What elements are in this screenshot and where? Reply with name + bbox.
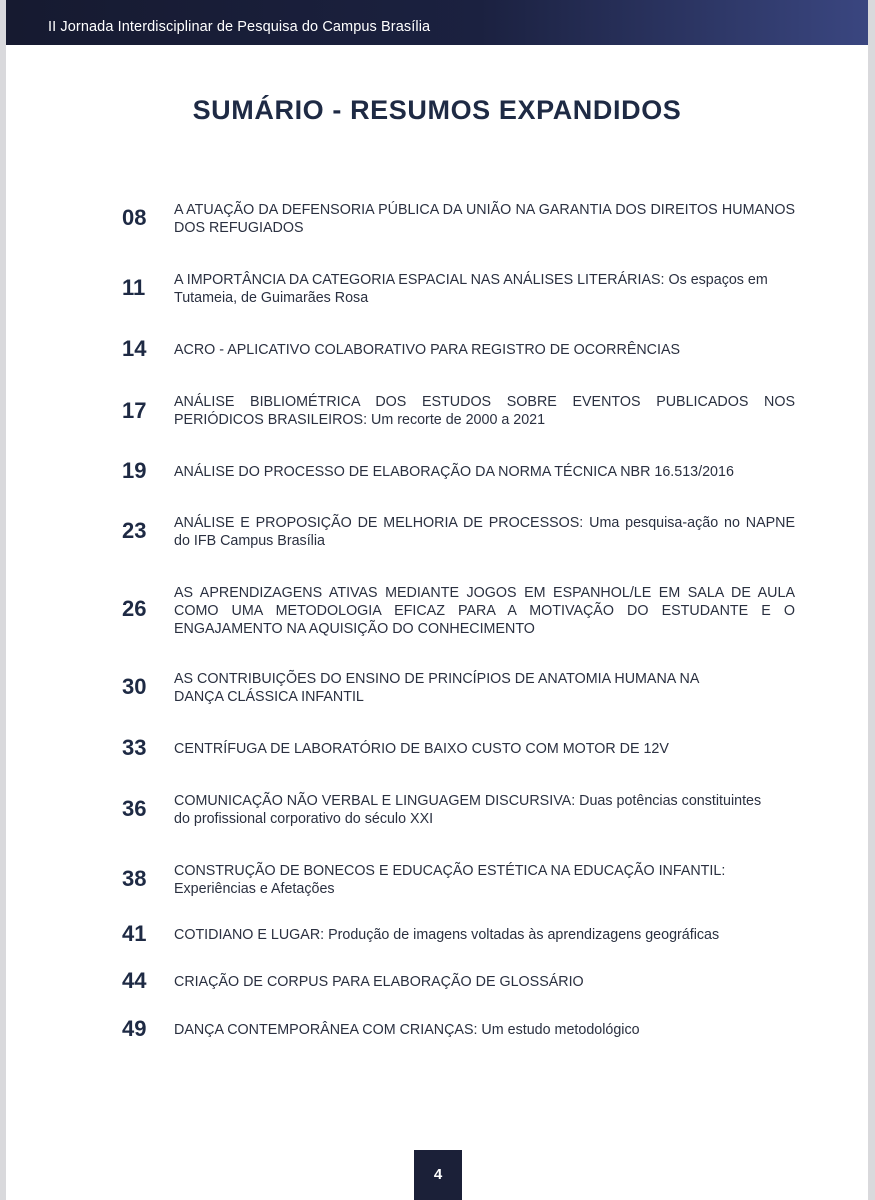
toc-page-number: 26 [122, 596, 147, 621]
toc-title [174, 463, 795, 481]
toc-title-main: COMUNICAÇÃO NÃO VERBAL E LINGUAGEM DISCURSIVA: [174, 793, 576, 809]
page-title: SUMÁRIO - RESUMOS EXPANDIDOS [192, 95, 682, 125]
toc-title [174, 341, 795, 359]
toc-title-main: ACRO - APLICATIVO COLABORATIVO PARA REGISTRO DE OCORRÊNCIAS [174, 342, 681, 358]
page-number: 4 [433, 1166, 443, 1183]
toc-title [174, 514, 795, 550]
toc-title [174, 792, 774, 828]
toc-page-number: 14 [122, 336, 147, 361]
toc-page-number: 08 [122, 205, 147, 230]
toc-title-main: A ATUAÇÃO DA DEFENSORIA PÚBLICA DA UNIÃO NA GARANTIA DOS DIREITOS HUMANOS DOS REFUGIADOS [174, 202, 795, 236]
toc-title-sub: Os espaços em Tutameia, de Guimarães Rosa [174, 272, 768, 306]
toc-title-sub: Uma pesquisa-ação no NAPNE do IFB Campus Brasília [174, 515, 795, 549]
toc-title-main: ANÁLISE E PROPOSIÇÃO DE MELHORIA DE PROCESSOS: [174, 515, 584, 531]
toc-title-main: COTIDIANO E LUGAR: [174, 927, 325, 943]
toc-title-main: AS CONTRIBUIÇÕES DO ENSINO DE PRINCÍPIOS DE ANATOMIA HUMANA NA DANÇA CLÁSSICA INFANTIL [174, 671, 699, 705]
toc-title [174, 926, 795, 944]
toc-title [174, 973, 795, 991]
toc-page-number: 36 [122, 796, 147, 821]
page-number-box [414, 1150, 462, 1200]
toc-title [174, 584, 795, 638]
toc-page-number: 11 [122, 275, 146, 300]
toc-page-number: 19 [122, 458, 147, 483]
toc-title-main: A IMPORTÂNCIA DA CATEGORIA ESPACIAL NAS ANÁLISES LITERÁRIAS: [174, 272, 665, 288]
toc-title-main: AS APRENDIZAGENS ATIVAS MEDIANTE JOGOS EM ESPANHOL/LE EM SALA DE AULA COMO UMA METODOLOGIA EFICAZ PARA A MOTIVAÇÃO DO ESTUDANTE E O ENGAJAMENTO NA AQUISIÇÃO DO CONHECIMENTO [174, 585, 795, 637]
toc-page-number: 41 [122, 921, 147, 946]
toc-page-number: 38 [122, 866, 147, 891]
toc-title-sub: Experiências e Afetações [174, 881, 335, 897]
toc-title-main: CONSTRUÇÃO DE BONECOS E EDUCAÇÃO ESTÉTICA NA EDUCAÇÃO INFANTIL: [174, 863, 726, 879]
toc-title-main: CENTRÍFUGA DE LABORATÓRIO DE BAIXO CUSTO COM MOTOR DE 12V [174, 741, 669, 757]
toc-title-main: ANÁLISE DO PROCESSO DE ELABORAÇÃO DA NORMA TÉCNICA NBR 16.513/2016 [174, 464, 734, 480]
toc-title-sub: Um estudo metodológico [477, 1022, 640, 1038]
toc-title-main: ANÁLISE BIBLIOMÉTRICA DOS ESTUDOS SOBRE EVENTOS PUBLICADOS NOS PERIÓDICOS BRASILEIROS: [174, 394, 795, 428]
toc-title [174, 862, 734, 898]
toc-title [174, 1021, 795, 1039]
toc-page-number: 17 [122, 398, 147, 423]
toc-page-number: 30 [122, 674, 147, 699]
toc-page-number: 49 [122, 1016, 147, 1041]
document-page [6, 0, 868, 1200]
toc-page-number: 33 [122, 735, 147, 760]
toc-title [174, 740, 795, 758]
toc-title-main: DANÇA CONTEMPORÂNEA COM CRIANÇAS: [174, 1022, 478, 1038]
toc-title [174, 670, 714, 706]
toc-title [174, 201, 795, 237]
header-title: II Jornada Interdisciplinar de Pesquisa do Campus Brasília [48, 19, 431, 35]
toc-title [174, 271, 795, 307]
toc-title-sub: Duas potências constituintes do profissional corporativo do século XXI [174, 793, 762, 827]
header-bar [6, 0, 868, 45]
toc-page-number: 44 [122, 968, 147, 993]
toc-title-main: CRIAÇÃO DE CORPUS PARA ELABORAÇÃO DE GLOSSÁRIO [174, 974, 584, 990]
toc-title-sub: Produção de imagens voltadas às aprendizagens geográficas [324, 927, 720, 943]
toc-title-sub: Um recorte de 2000 a 2021 [367, 412, 546, 428]
toc-page-number: 23 [122, 518, 147, 543]
toc-title [174, 393, 795, 429]
